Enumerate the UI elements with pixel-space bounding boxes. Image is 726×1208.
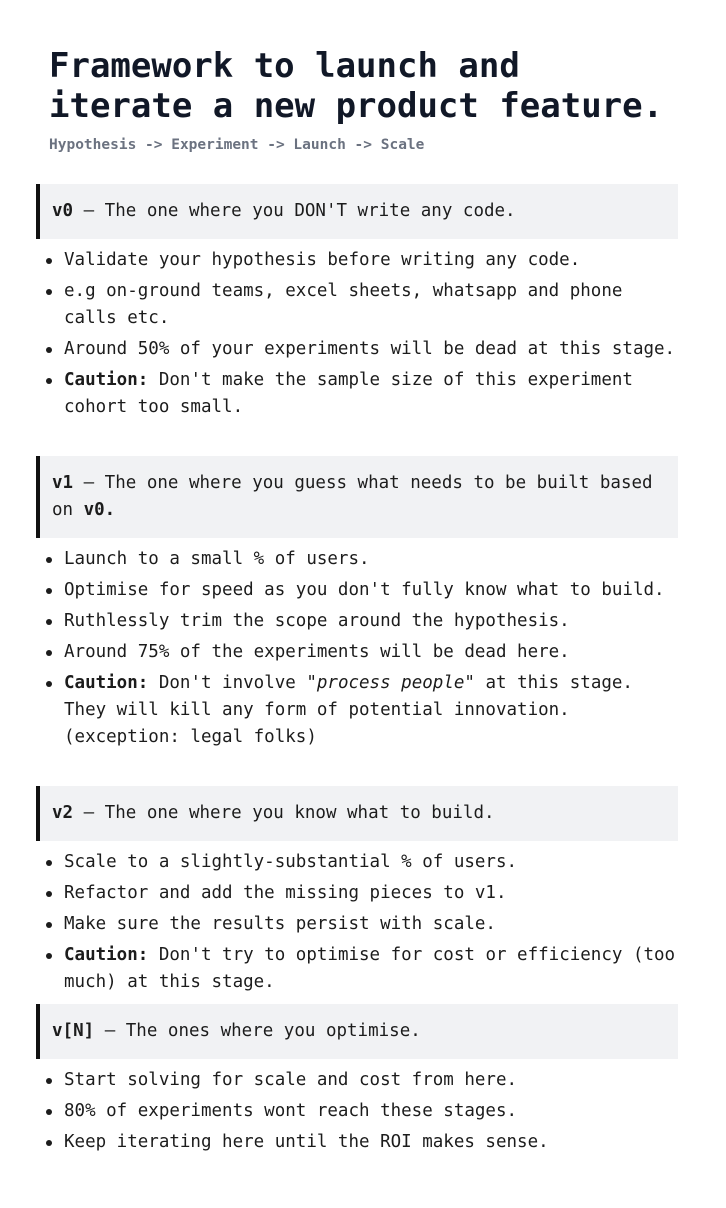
section-list-v2 (64, 849, 684, 1000)
section-header-v0 (36, 184, 678, 239)
caution-label: Caution: (64, 945, 149, 965)
section-list-vn (64, 1067, 684, 1160)
list-item: Refactor and add the missing pieces to v1. (64, 880, 684, 907)
section-heading: – The ones where you optimise. (94, 1021, 421, 1041)
section-tag: v2 (52, 803, 74, 823)
section-list-v1 (64, 546, 684, 755)
section-heading: – The one where you guess what needs to be built based on (52, 473, 653, 520)
list-item: e.g on-ground teams, excel sheets, whatsapp and phone calls etc. (64, 278, 684, 332)
list-item: Scale to a slightly-substantial % of users. (64, 849, 684, 876)
list-item: 80% of experiments wont reach these stages. (64, 1098, 684, 1125)
title-line-1: Framework to launch and (49, 46, 520, 86)
list-item: Launch to a small % of users. (64, 546, 684, 573)
caution-label: Caution: (64, 673, 149, 693)
list-item: Validate your hypothesis before writing any code. (64, 247, 684, 274)
section-heading: – The one where you DON'T write any code. (73, 201, 516, 221)
section-tag: v0 (52, 201, 74, 221)
section-tag: v1 (52, 473, 74, 493)
list-item: Keep iterating here until the ROI makes sense. (64, 1129, 684, 1156)
section-list-v0 (64, 247, 684, 425)
caution-text-post: " at this stage. They will kill any form of potential innovation. (exception: legal folks) (64, 673, 633, 747)
section-header-v1 (36, 456, 678, 538)
section-header-vn (36, 1004, 678, 1059)
caution-label: Caution: (64, 370, 149, 390)
page-title (49, 46, 726, 126)
caution-text: Don't try to optimise for cost or efficiency (too much) at this stage. (64, 945, 676, 992)
page-subtitle: Hypothesis -> Experiment -> Launch -> Scale (49, 137, 425, 153)
list-item: Start solving for scale and cost from here. (64, 1067, 684, 1094)
caution-text-pre: Don't involve " (148, 673, 317, 693)
list-item: Optimise for speed as you don't fully know what to build. (64, 577, 684, 604)
section-header-v2 (36, 786, 678, 841)
section-tag: v[N] (52, 1021, 95, 1041)
list-item: Ruthlessly trim the scope around the hypothesis. (64, 608, 684, 635)
list-item: Around 50% of your experiments will be dead at this stage. (64, 336, 684, 363)
caution-text-italic: process people (316, 673, 465, 693)
section-heading-ref: v0. (83, 500, 116, 520)
list-item-caution (64, 942, 684, 996)
list-item: Make sure the results persist with scale. (64, 911, 684, 938)
section-heading: – The one where you know what to build. (73, 803, 495, 823)
list-item-caution (64, 670, 684, 751)
list-item: Around 75% of the experiments will be dead here. (64, 639, 684, 666)
list-item-caution (64, 367, 684, 421)
caution-text: Don't make the sample size of this experiment cohort too small. (64, 370, 633, 417)
title-line-2: iterate a new product feature. (49, 86, 664, 126)
